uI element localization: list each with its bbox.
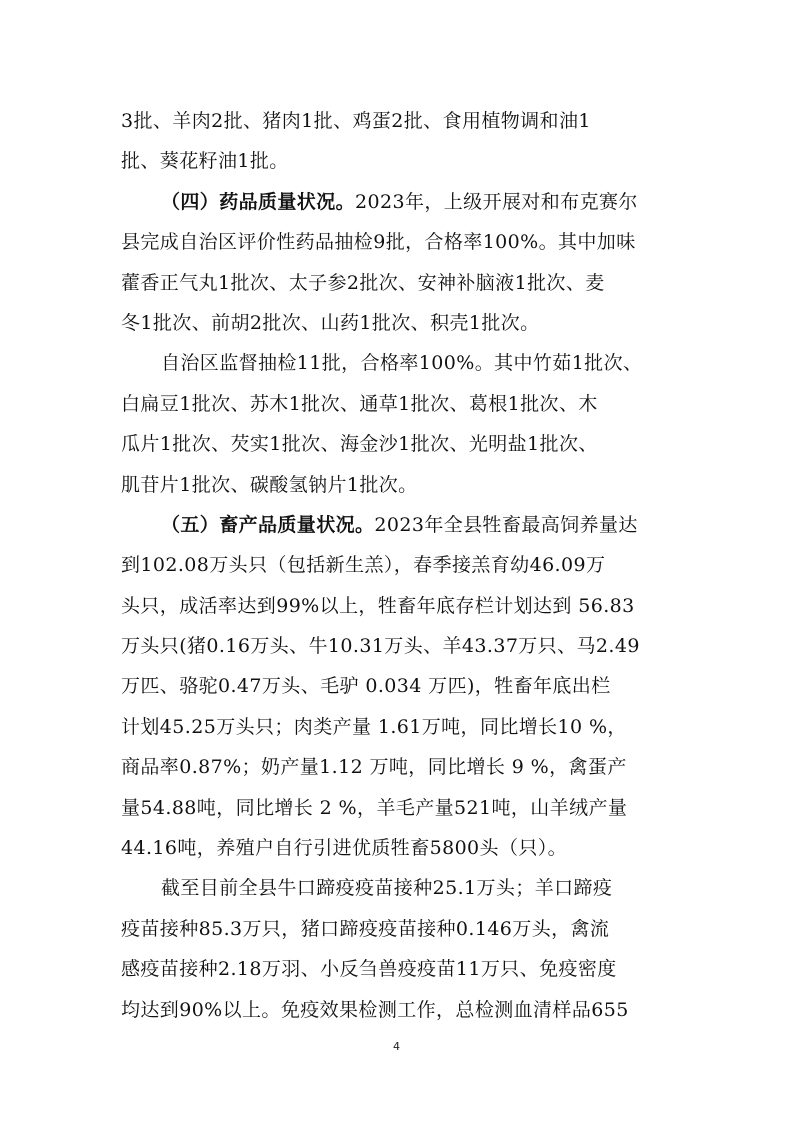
text-line: 商品率0.87%；奶产量1.12 万吨，同比增长 9 %，禽蛋产: [121, 756, 627, 779]
paragraph-drug-quality: [121, 182, 681, 222]
text-line: 白扁豆1批次、苏木1批次、通草1批次、葛根1批次、木: [121, 392, 598, 415]
text-run: 2023年全县牲畜最高饲养量达: [374, 513, 638, 536]
text-run: 2023年，上级开展对和布克赛尔: [355, 190, 638, 213]
text-line: 疫苗接种85.3万只，猪口蹄疫疫苗接种0.146万头，禽流: [121, 917, 610, 940]
text-line: 头只，成活率达到99%以上，牲畜年底存栏计划达到 56.83: [121, 594, 635, 617]
paragraph-livestock-quality: [121, 505, 681, 545]
text-line: 计划45.25万头只；肉类产量 1.61万吨，同比增长10 %，: [121, 715, 627, 738]
text-line: 冬1批次、前胡2批次、山药1批次、积壳1批次。: [121, 311, 540, 334]
text-line: 万匹、骆驼0.47万头、毛驴 0.034 万匹)，牲畜年底出栏: [121, 675, 611, 698]
text-line: 县完成自治区评价性药品抽检9批，合格率100%。其中加味: [121, 231, 636, 254]
text-line: 均达到90%以上。免疫效果检测工作，总检测血清样品655: [121, 998, 629, 1021]
section-heading-livestock-quality: （五）畜产品质量状况。: [161, 513, 375, 536]
text-line: 截至目前全县牛口蹄疫疫苗接种25.1万头；羊口蹄疫: [161, 877, 613, 900]
page-number: 4: [393, 1040, 400, 1053]
text-line: 万头只(猪0.16万头、牛10.31万头、羊43.37万只、马2.49: [121, 635, 640, 658]
text-line: 肌苷片1批次、碳酸氢钠片1批次。: [121, 473, 418, 496]
text-line: 瓜片1批次、芡实1批次、海金沙1批次、光明盐1批次、: [121, 433, 598, 456]
text-line: 自治区监督抽检11批，合格率100%。其中竹茹1批次、: [161, 352, 643, 375]
text-line: 3批、羊肉2批、猪肉1批、鸡蛋2批、食用植物调和油1: [121, 110, 591, 132]
body-text: [121, 101, 681, 1030]
text-line: 量54.88吨，同比增长 2 %，羊毛产量521吨，山羊绒产量: [121, 796, 628, 819]
text-line: 44.16吨，养殖户自行引进优质牲畜5800头（只）。: [121, 837, 568, 860]
text-line: 藿香正气丸1批次、太子参2批次、安神补脑液1批次、麦: [121, 271, 605, 294]
text-line: 到102.08万头只（包括新生羔），春季接羔育幼46.09万: [121, 554, 606, 577]
text-line: 批、葵花籽油1批。: [121, 150, 289, 173]
section-heading-drug-quality: （四）药品质量状况。: [161, 190, 356, 213]
text-line: 感疫苗接种2.18万羽、小反刍兽疫疫苗11万只、免疫密度: [121, 958, 617, 981]
